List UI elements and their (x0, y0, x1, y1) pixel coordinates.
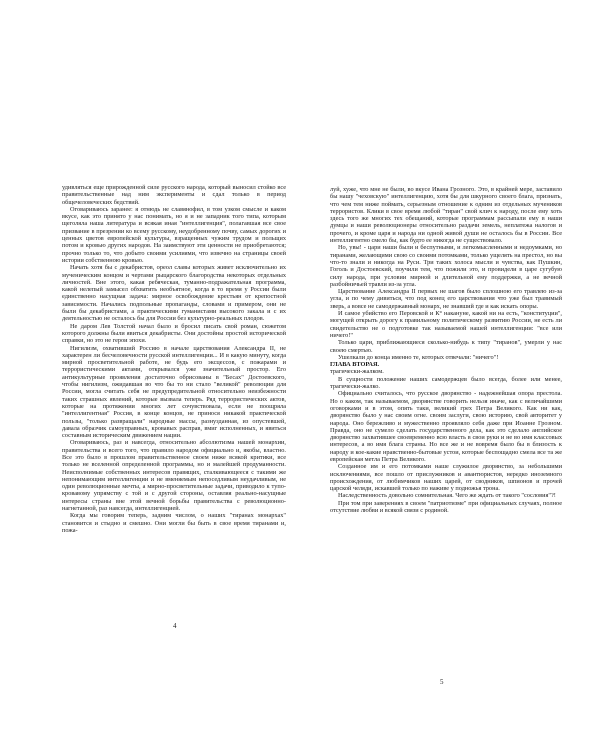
paragraph: И самое убийство его Перовской и К° накануне, какой ни на есть, "конституции", могущей открыть дорогу к правильному политическому развитию России, не есть ли свидетельство не о подготовке так называемой нашей интеллигенции: "все или ничего!" (330, 310, 562, 339)
paragraph: Ушелкали до конца именно те, которых отвечали: "ничего"! (338, 353, 499, 361)
paragraph: Но, увы! - цари наши были и беспутными, и легкомысленными и недоумками, но тиранами, желающими свою со своими потомками, только ущелять на престол, но вы что-то знали и никогда на Руси. Три таких холоса мысли и чувства, как Пушкин, Гоголь и Достоевский, поучили тем, что пожили это, и провидели в царе сугубую силу народа, при условии мирной и длительной ему поддержки, а не вечной разбойничьей травли из-за угла. (330, 244, 562, 288)
paragraph: Оговариваюсь заранее: я отнюдь не славянофил, в том узком смысле и каком вкусе, как это принято у нас понимать, но я и не западник того типа, которым щеголяла наша литература и всякая иная "интеллигенция", полагавшая все свое призвание в презрении ко всему русскому, неудобренному почву, самых дорогих и ценных цветов европейской культуры, взращенных чужим трудом и польщих потом и кровью других народов. На заимствуют эти ценности не приобретаются; прочно только то, что добыто своими усилиями, что извечно на страницы своей истории собственною кровью. (62, 205, 286, 264)
paragraph: удивляться еще прирожденной силе русского народа, который выносил стойко все правительственные над ним эксперименты и сдал только в период общечеловеческих бедствий. (62, 184, 286, 206)
page-number: 4 (173, 622, 177, 630)
paragraph: При том при заверениях в своем "патриотизме" при официальных случаях, полное отсутствие любви и всякой связи с родиной. (330, 499, 562, 515)
chapter-subtitle: трагически-жалком. (330, 368, 384, 376)
paragraph: Только цари, приближающиеся сколько-нибудь к типу "тиранов", умерли у нас своею смертью. (330, 339, 562, 354)
left-page-text (62, 184, 286, 534)
paragraph: луй, хуже, что мне не были, во вкусе Ивана Грозного. Это, в крайней мере, заставило бы нашу "чеховскую" интеллигенцию, хотя бы для шкурного своего блага, признать, что чем тем ниже поймать, серьезным отношение к одним из отдельных мучеников террористов. Клики в свое время любой "тиран" свой клич к народу, после ему хоть здесь того же многих тех обещаний, которые программам рассыпали ему в наши думцы и наши революционеры относительно раздачи земель, неплатежа налогов и прочего, и кроме царя и народа ни одной живой души не осталось бы в России. Все интеллигентно смело бы, как будто ее никогда не существовало. (330, 186, 562, 245)
paragraph: Оговариваюсь, раз и навсегда, относительно абсолютизма нашей монархии, правительства и всего того, что правило народом официально и, якобы, властно. Все это было в прошлом правительственное своем ниже всякой критики, все только не вселенной определенной программы, но и малейшей продуманности. Неисполнимые собственных интересов правящих, сталкивающееся с такими же непонимающим интеллигенции и не вменяемым непоседливым неудачливым, не один революционные мечты, а мирно-просветительные задачи, приводило к тупо-кровавому упрямству с той и с другой стороны, оставляя реально-насущные интересы страны вне этой вечной борьбы правительства с революционно-нагнетанной, раз навсегда, интеллигенцией. (62, 439, 286, 513)
paragraph: Царствование Александра II первых не шагов было сплошною его травлею из-за угла, и по чему дивиться, что под конец его царствования что уже был травимый зверь, а вовсе не самодержавный монарх, не знавший где и как искать опоры. (330, 288, 562, 310)
paragraph: Нигилизм, охвативший Россию в начале царствования Александра II, не характерен ли бесчеловечности русской интеллигенции... И в какую минуту, когда мирной просветительной работе, не будь его эксцессов, с пожарами и террористическими актами, открывался уже значительный простор. Его антикультурные проявления достаточно обрисованы в "Бесах" Достоевского, чтобы нигилизм, ожидавшая во что бы то ни стало "великой" революции для России, могла считать себя не предупредительной относительно неизбежности таких страшных явлений, которые вызвала теперь. Ряд террористических актов, которые на протяжении многих лет сочувствовала, если не поощряла "интеллигентная" Россия, в конце концов, не принося никакой практической пользы, "только развращали" народные массы, разнузданная, из опустевшей, давала образчик самоуправных, кровавых расправ, вмиг исполненных, и явиться составным историческим движением нации. (62, 344, 286, 440)
paragraph: Начать хотя бы с декабристов, ореол славы которых живет исключительно их мученическим концом и чертами рыцарского благородства некоторых отдельных личностей. Вне этого, какая ребяческая, туманно-подражательная программа, какой нелепый замысел обхватить необъятное, когда в то время у России были единственно насущная задача: мирное освобождение крестьян от крепостной зависимости. Начались подпольные пропаганды, словами и примером, они не были бы декабристами, а практическими гуманистами высокого закала и с их деятельностью не осталось бы для России без культурно-реальных плодов. (62, 264, 286, 323)
right-page-text (330, 186, 562, 514)
right-page (300, 0, 600, 750)
paragraph: Не даром Лев Толстой начал было и бросил писать свой роман, сюжетом которого должны были явиться декабристы. Они достойны простой исторической справки, но это не герои эпохи. (62, 322, 286, 345)
paragraph: Официально считалось, что русское дворянство - надежнейшая опора престола. Но о каком, так называемом, дворянстве говорить нельзя иначе, как с величайшими оговорками и в этом, опять таки, великий грех Петра Великого. Как ни как, дворянство было у нас своим огне. своим заслуги, свою историю, свой авторитет у народа. Оно бережливо и мужественно проявляло себя даже при Иоанне Грозном. Правда, оно не сумело сделать государственного дела, как это сделало английское дворянство захватившее своевременно всю власть в свои руки и не во имя классовых интересов, а во имя блага страны. Но все же и не вовремя было бы в близость к народу и кое-какие нравственно-бытовые устои, которые беспощадно смела все та же европейская метла Петра Великого. (330, 390, 562, 463)
paragraph: В сущности положение наших самодержцев было всегда, более или менее, трагически-жалко. (330, 375, 562, 391)
page-number: 5 (440, 678, 444, 686)
paragraph: Наследственность довольно сомнительная. Чего же ждать от такого "сословия"?! (338, 492, 556, 500)
chapter-heading: ГЛАВА ВТОРАЯ. (330, 361, 380, 369)
paragraph: Созданное им и его потомками наше служилое дворянство, за небольшими исключениями, все пошло от прислужников и авантюристов, нередко иноземного происхождения, от любимчиков наших царей, от сводников, шпионов и прочей царской челяди, искавшей только по наживе у подножья трона. (330, 463, 562, 493)
paragraph: Когда мы говорим теперь, задним числом, о наших "тиранах монархах" становится и стыдно и смешно. Они могли бы быть в свое время тиранами и, пожа- (62, 512, 286, 534)
